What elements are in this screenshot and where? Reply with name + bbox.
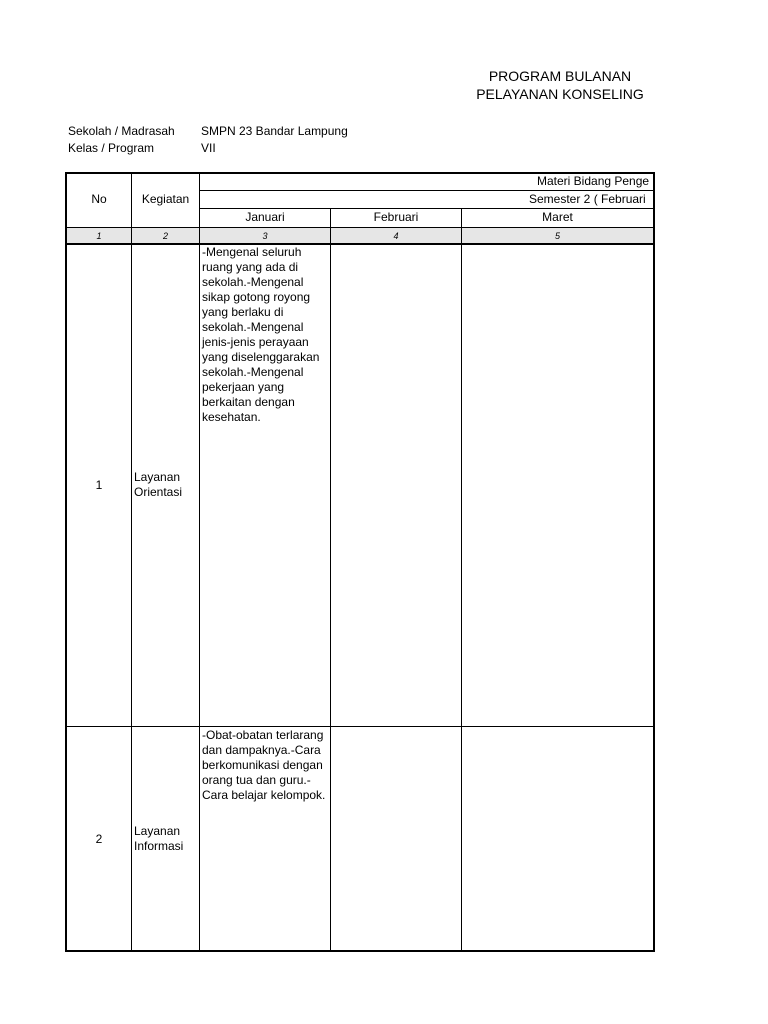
header-semester: Semester 2 ( Februari (529, 192, 646, 206)
table-bottom-border (65, 950, 655, 952)
col-divider-februari (461, 208, 462, 952)
class-value: VII (201, 141, 216, 155)
row-divider (65, 726, 655, 727)
group-header-divider (199, 190, 655, 191)
number-row-bottom-line (65, 243, 655, 245)
col-divider-maret (653, 172, 655, 952)
header-materi-bidang: Materi Bidang Penge (537, 174, 650, 188)
document-subtitle: PELAYANAN KONSELING (476, 86, 644, 102)
row-1-no: 1 (95, 478, 103, 492)
column-number-3: 3 (262, 231, 268, 241)
row-2-kegiatan: Layanan Informasi (134, 824, 184, 853)
semester-divider (199, 208, 655, 209)
program-table (65, 172, 655, 952)
header-month-februari: Februari (373, 210, 419, 224)
column-number-5: 5 (554, 231, 560, 241)
row-1-januari: -Mengenal seluruh ruang yang ada di sekolah.-Mengenal sikap gotong royong yang berlaku di sekolah.-Mengenal jenis-jenis perayaan yang diselenggarakan sekolah.-Mengenal pekerjaan yang berkaitan dengan kesehatan. (202, 245, 320, 424)
row-2-januari: -Obat-obatan terlarang dan dampaknya.-Cara berkomunikasi dengan orang tua dan guru.-Cara belajar kelompok. (202, 728, 326, 802)
document-title: PROGRAM BULANAN (488, 68, 632, 84)
column-number-4: 4 (393, 231, 399, 241)
school-label: Sekolah / Madrasah (68, 124, 175, 138)
col-divider-kegiatan (199, 172, 200, 952)
header-kegiatan: Kegiatan (141, 192, 190, 206)
class-label: Kelas / Program (68, 141, 155, 155)
header-bottom-line (65, 227, 655, 228)
row-2-no: 2 (95, 832, 103, 846)
school-value: SMPN 23 Bandar Lampung (201, 124, 348, 138)
header-no: No (91, 192, 107, 206)
col-divider-no (131, 172, 132, 952)
column-number-1: 1 (96, 231, 102, 241)
header-month-januari: Januari (245, 210, 285, 224)
col-divider-januari (330, 208, 331, 952)
header-month-maret: Maret (542, 210, 573, 224)
row-1-kegiatan: Layanan Orientasi (134, 470, 183, 499)
column-number-2: 2 (162, 231, 168, 241)
